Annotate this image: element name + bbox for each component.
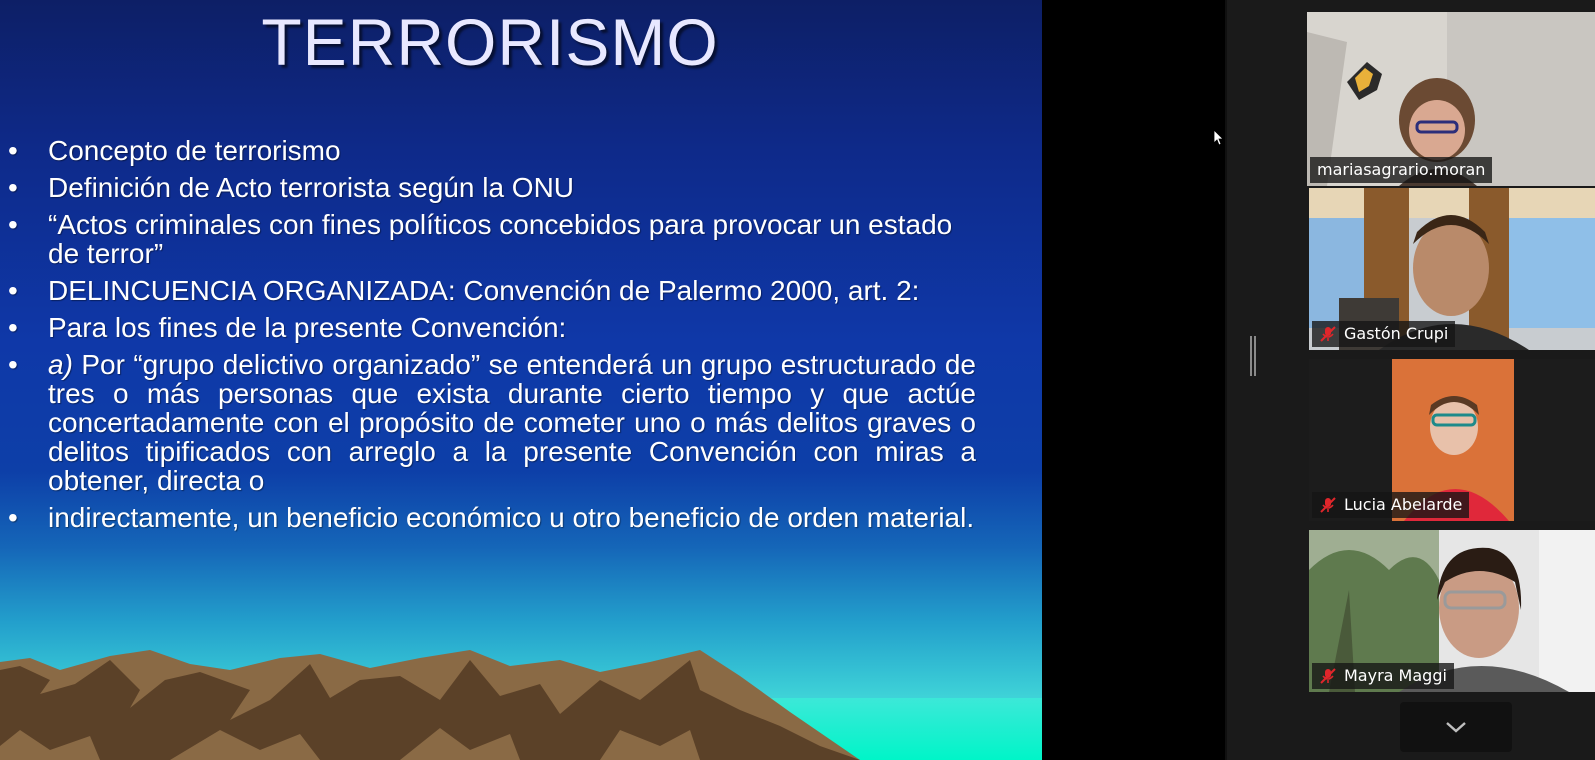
slide-bullet: • Para los fines de la presente Convención: <box>8 312 567 343</box>
mouse-pointer-icon <box>1214 130 1224 146</box>
slide-bullet: • DELINCUENCIA ORGANIZADA: Convención de Palermo 2000, art. 2: <box>8 275 920 306</box>
slide-bullet: • “Actos criminales con fines políticos concebidos para provocar un estado de terror” <box>8 209 953 269</box>
slide-title: TERRORISMO <box>261 5 719 79</box>
participant-video-tile[interactable] <box>1309 188 1595 350</box>
slide-mountains-decoration <box>0 650 1042 760</box>
gallery-scroll-down-button[interactable] <box>1400 702 1512 752</box>
slide-bullet-list <box>0 136 976 540</box>
participant-name-label: Lucia Abelarde <box>1312 492 1469 518</box>
slide-bullet: • Definición de Acto terrorista según la ONU <box>8 172 575 203</box>
chevron-down-icon <box>1445 720 1467 734</box>
slide-bullet: • indirectamente, un beneficio económico u otro beneficio de orden material. <box>8 502 975 533</box>
participant-video-tile[interactable] <box>1309 359 1595 521</box>
participant-name-label: Mayra Maggi <box>1312 663 1454 689</box>
panel-resize-handle[interactable] <box>1250 336 1256 376</box>
microphone-muted-icon <box>1319 325 1337 343</box>
participant-name-label: mariasagrario.moran <box>1310 157 1492 183</box>
participant-video-tile[interactable] <box>1309 530 1595 692</box>
microphone-muted-icon <box>1319 496 1337 514</box>
microphone-muted-icon <box>1319 667 1337 685</box>
participant-name-label: Gastón Crupi <box>1312 321 1455 347</box>
slide-bullet: • a) Por “grupo delictivo organizado” se entenderá un grupo estructurado de tres o más personas que exista durante cierto tiempo y que actúe concertadamente con el propósito de cometer uno o más delitos graves o delitos tipificados con arreglo a la presente Convención con miras a obtener, directa o <box>8 349 977 496</box>
slide-bullet: • Concepto de terrorismo <box>8 135 341 166</box>
participant-video-tile[interactable] <box>1307 12 1595 186</box>
